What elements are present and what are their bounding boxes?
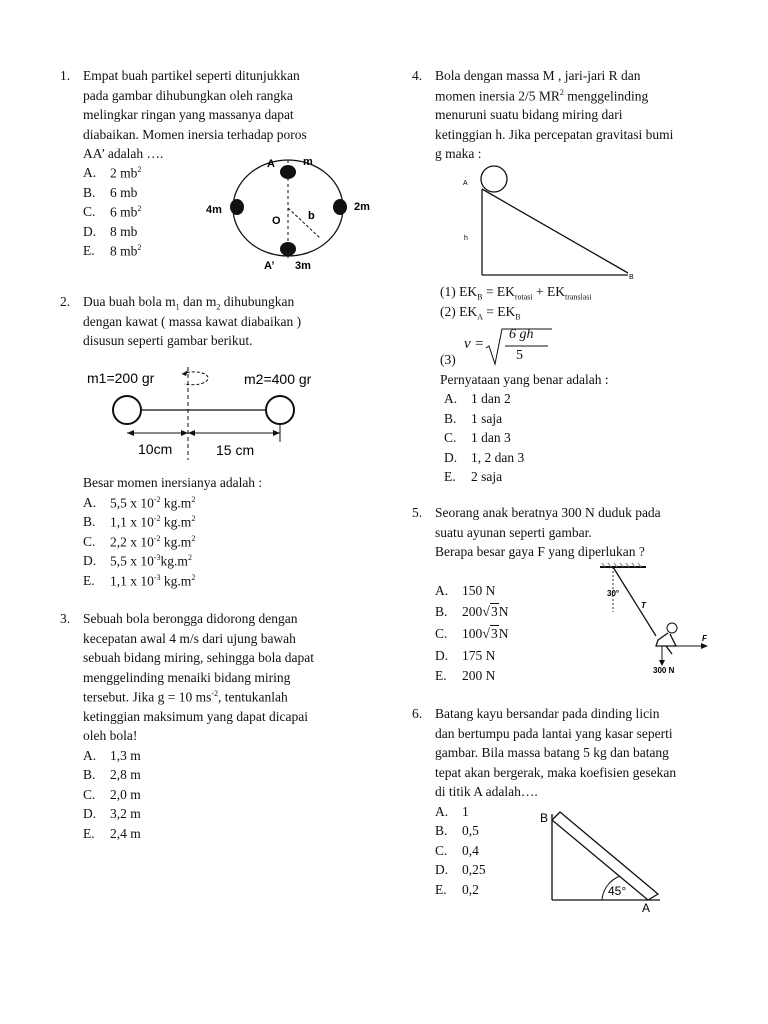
option-a[interactable]: A. 1 (435, 803, 469, 819)
incline (482, 189, 628, 273)
mass-2m (333, 199, 347, 215)
ladder-figure (536, 806, 666, 916)
option-b[interactable] (83, 184, 138, 201)
child-body (656, 633, 676, 654)
question-2-options (60, 475, 380, 595)
ball-m2 (266, 396, 294, 424)
label-b: B (540, 811, 549, 825)
tension-label: T (641, 601, 646, 610)
question-text-line: ketinggian h. Jika percepatan gravitasi bumi (435, 126, 674, 142)
option-b[interactable]: B. 1,1 x $10^{-2}$ $kg.m^2$ (83, 514, 196, 530)
option-c[interactable]: C. 0,4 (435, 842, 479, 858)
question-text-line: Seorang anak beratnya 300 N duduk pada (435, 505, 661, 520)
question-text-line: dan bertumpu pada lantai yang kasar seperti (435, 725, 673, 741)
question-text-line: menuruni suatu bidang miring dari (435, 107, 623, 122)
question-text-line: g maka : (435, 146, 482, 161)
statement-1: (1) $EK_B = EK_{rotasi} + EK_{translasi}$ (440, 284, 592, 302)
question-text-line: sebuah bidang miring, sehingga bola dapat (83, 650, 314, 665)
question-number: 1. (60, 68, 71, 83)
question-text-line: suatu ayunan seperti gambar. (435, 524, 592, 540)
option-letter: B. (83, 184, 96, 200)
option-d[interactable] (83, 223, 138, 240)
option-c[interactable] (83, 204, 142, 220)
ball-m1 (113, 396, 141, 424)
option-a[interactable]: A. 1 dan 2 (444, 391, 511, 406)
label-m: m (303, 156, 313, 168)
question-text-line: menggelinding menaiki bidang miring (83, 669, 291, 685)
force-label: F (702, 634, 707, 643)
label-m1: m1=200 gr (87, 370, 155, 386)
option-sup: 2 (137, 165, 142, 174)
label-h: h (464, 235, 468, 242)
question-prompt: Pernyataan yang benar adalah : (440, 371, 609, 387)
label-a: A (642, 901, 651, 915)
option-e[interactable]: E. 0,2 (435, 881, 479, 897)
question-text-line: di titik A adalah…. (435, 784, 538, 799)
option-letter: C. (83, 204, 96, 219)
option-a[interactable]: A. 5,5 x $10^{-2}$ $kg.m^2$ (83, 494, 196, 510)
option-text: 8 mb (110, 223, 138, 239)
option-text: 6 mb (110, 184, 138, 200)
option-b[interactable]: B. 200√3N (435, 604, 509, 620)
option-b[interactable]: B. 1 saja (444, 410, 503, 426)
question-text-line: tepat akan bergerak, maka koefisien gesekan (435, 764, 677, 780)
option-d[interactable]: D. 175 N (435, 648, 496, 663)
angle-label: 45° (608, 884, 627, 898)
question-text-line: melingkar ringan yang massanya dapat (83, 107, 294, 122)
option-a[interactable] (83, 165, 142, 181)
option-c[interactable]: C. 2,0 m (83, 786, 141, 802)
option-text: 2 mb (110, 165, 138, 181)
mass-3m (280, 242, 296, 256)
option-e[interactable]: E. 2 saja (444, 469, 503, 484)
option-sup: 2 (137, 204, 142, 213)
incline-ball-figure (458, 163, 648, 283)
ball (481, 166, 507, 192)
question-number: 3. (60, 611, 71, 626)
question-text-line: pada gambar dihubungkan oleh rangka (83, 87, 293, 103)
question-prompt: Besar momen inersianya adalah : (83, 475, 263, 490)
statement-3-number: (3) (440, 352, 456, 367)
question-text-line: disusun seperti gambar berikut. (83, 333, 253, 348)
label-m2: m2=400 gr (244, 371, 312, 387)
option-text: 6 mb (110, 204, 138, 220)
label-a: A (463, 180, 468, 187)
question-number: 2. (60, 294, 71, 309)
question-text-line: Berapa besar gaya F yang diperlukan ? (435, 544, 645, 559)
mass-4m (230, 199, 244, 215)
option-a[interactable]: A. 1,3 m (83, 747, 141, 763)
question-number: 6. (412, 706, 423, 721)
option-text: 8 mb (110, 243, 138, 259)
question-text-line: gambar. Bila massa batang 5 kg dan batang (435, 745, 669, 760)
question-text-line: ketinggian maksimum yang dapat dicapai (83, 708, 308, 724)
radius-line (288, 208, 320, 238)
question-number: 4. (412, 68, 423, 83)
question-text-line: tersebut. Jika g = 10 $ms^{-2}$, tentukanlah (83, 689, 288, 705)
label-b: B (629, 274, 634, 281)
question-text-line: AA’ adalah …. (83, 146, 164, 161)
option-d[interactable]: D. 0,25 (435, 862, 486, 877)
ladder (552, 812, 658, 900)
option-e[interactable]: E. 2,4 m (83, 825, 141, 841)
label-o: O (272, 215, 281, 227)
question-text-line: diabaikan. Momen inersia terhadap poros (83, 126, 307, 142)
option-d[interactable]: D. 5,5 x $10^{-3}kg.m^2$ (83, 553, 192, 569)
label-a: A (267, 158, 275, 170)
option-b[interactable]: B. 0,5 (435, 823, 479, 838)
option-letter: D. (83, 223, 97, 239)
option-c[interactable]: C. 1 dan 3 (444, 430, 511, 445)
angle-label: 30° (607, 589, 620, 598)
option-letter: A. (83, 165, 97, 180)
question-3 (60, 611, 390, 841)
label-15cm: 15 cm (216, 442, 255, 458)
rope (613, 567, 656, 636)
mass-m (280, 165, 296, 179)
question-4-statements (440, 284, 760, 494)
question-4 (412, 68, 752, 168)
label-2m: 2m (354, 201, 370, 213)
label-3m: 3m (295, 260, 311, 272)
question-text-line: Batang kayu bersandar pada dinding licin (435, 706, 660, 721)
option-e[interactable]: E. 1,1 x $10^{-3}$ $kg.m^2$ (83, 572, 196, 588)
question-text-line: kecepatan awal 4 m/s dari ujung bawah (83, 630, 296, 646)
question-text-line: Dua buah bola $m_1$ dan $m_2$ dihubungkan (83, 294, 295, 312)
option-e[interactable] (83, 243, 142, 259)
question-number: 5. (412, 505, 423, 520)
option-c[interactable]: C. 100√3N (435, 626, 509, 642)
weight-label: 300 N (653, 666, 675, 675)
question-text-line: momen inersia 2/5 $MR^2$ menggelinding (435, 87, 649, 103)
option-letter: E. (83, 243, 95, 258)
option-e[interactable]: E. 200 N (435, 667, 496, 683)
child-head (667, 623, 677, 633)
label-10cm: 10cm (138, 441, 173, 457)
question-text-line: Empat buah partikel seperti ditunjukkan (83, 68, 300, 83)
label-h: b (308, 210, 315, 222)
question-text-line: dengan kawat ( massa kawat diabaikan ) (83, 313, 302, 329)
two-balls-figure (84, 362, 334, 462)
label-4m: 4m (206, 204, 222, 216)
option-d[interactable]: D. 3,2 m (83, 806, 141, 821)
option-d[interactable]: D. 1, 2 dan 3 (444, 449, 525, 465)
option-sup: 2 (137, 243, 142, 252)
question-text-line: oleh bola! (83, 728, 138, 743)
statement-2: (2) $EK_A = EK_B$ (440, 303, 521, 322)
question-text-line: Bola dengan massa M , jari-jari R dan (435, 68, 641, 83)
question-text-line: Sebuah bola berongga didorong dengan (83, 611, 298, 626)
velocity-formula: v = 6 gh 5 (464, 326, 574, 366)
ring-masses-figure (200, 150, 380, 275)
option-c[interactable]: C. 2,2 x $10^{-2}$ $kg.m^2$ (83, 533, 196, 549)
option-b[interactable]: B. 2,8 m (83, 767, 141, 782)
option-a[interactable]: A. 150 N (435, 583, 496, 598)
label-a-prime: A’ (264, 260, 275, 272)
swing-figure (596, 562, 716, 677)
